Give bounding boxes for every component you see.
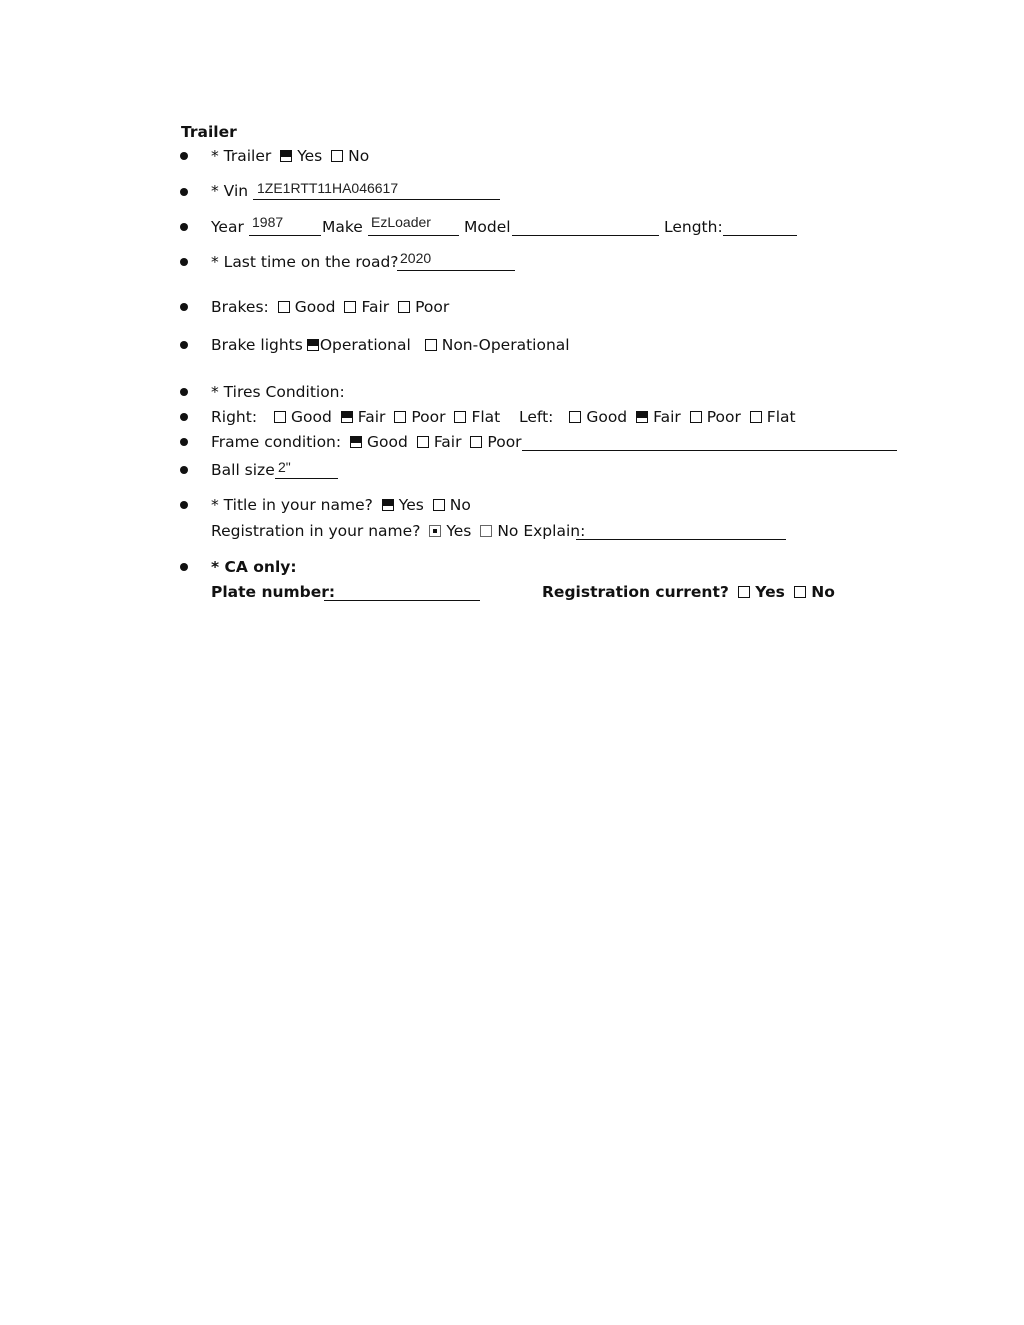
tires-right-row	[211, 408, 500, 426]
frame-notes-field[interactable]	[522, 450, 897, 451]
left-good-label: Good	[586, 408, 628, 426]
brake-lights-operational-checkbox[interactable]	[307, 339, 319, 351]
frame-good-label: Good	[367, 433, 408, 451]
brakes-fair-label: Fair	[361, 298, 390, 316]
frame-label: Frame condition:	[211, 433, 342, 451]
reg-current-row	[542, 583, 835, 601]
frame-good-checkbox[interactable]	[350, 436, 362, 448]
brake-lights-label: Brake lights	[211, 336, 303, 354]
registration-row	[211, 522, 585, 540]
year-line	[249, 235, 321, 236]
left-good-checkbox[interactable]	[569, 411, 581, 423]
brake-lights-row	[211, 336, 570, 354]
vin-field[interactable]: 1ZE1RTT11HA046617	[257, 180, 399, 196]
bullet	[180, 303, 188, 311]
ca-only-label: * CA only:	[211, 558, 297, 576]
year-field[interactable]: 1987	[252, 214, 284, 230]
plate-number-label: Plate number:	[211, 583, 336, 601]
right-good-label: Good	[290, 408, 332, 426]
length-field[interactable]	[723, 235, 797, 236]
length-label: Length:	[664, 218, 723, 236]
tires-right-label: Right:	[211, 408, 258, 426]
left-flat-checkbox[interactable]	[750, 411, 762, 423]
tires-left-label: Left:	[519, 408, 554, 426]
tires-label: * Tires Condition:	[211, 383, 345, 401]
right-poor-label: Poor	[411, 408, 446, 426]
reg-current-no-label: No	[811, 583, 835, 601]
right-good-checkbox[interactable]	[274, 411, 286, 423]
frame-poor-label: Poor	[487, 433, 522, 451]
reg-current-yes-label: Yes	[755, 583, 785, 601]
bullet	[180, 501, 188, 509]
model-label: Model	[464, 218, 511, 236]
vin-label: * Vin	[211, 182, 249, 200]
bullet	[180, 223, 188, 231]
bullet	[180, 341, 188, 349]
ball-size-field[interactable]: 2"	[278, 459, 291, 475]
bullet	[180, 188, 188, 196]
right-fair-label: Fair	[357, 408, 386, 426]
trailer-no-checkbox[interactable]	[331, 150, 343, 162]
bullet	[180, 152, 188, 160]
frame-fair-label: Fair	[433, 433, 462, 451]
brake-lights-non-operational-checkbox[interactable]	[425, 339, 437, 351]
right-flat-checkbox[interactable]	[454, 411, 466, 423]
title-row	[211, 496, 471, 514]
trailer-no-label: No	[348, 147, 370, 165]
trailer-label: * Trailer	[211, 147, 272, 165]
title-yes-checkbox[interactable]	[382, 499, 394, 511]
right-fair-checkbox[interactable]	[341, 411, 353, 423]
brakes-good-label: Good	[294, 298, 336, 316]
section-title: Trailer	[181, 123, 237, 141]
make-label: Make	[322, 218, 363, 236]
frame-poor-checkbox[interactable]	[470, 436, 482, 448]
make-field[interactable]: EzLoader	[371, 214, 431, 230]
registration-no-checkbox[interactable]	[480, 525, 492, 537]
registration-explain-field[interactable]	[576, 539, 786, 540]
registration-yes-checkbox[interactable]	[429, 525, 441, 537]
reg-current-yes-checkbox[interactable]	[738, 586, 750, 598]
brake-lights-operational-label: Operational	[319, 336, 411, 354]
brakes-good-checkbox[interactable]	[278, 301, 290, 313]
reg-current-label: Registration current?	[542, 583, 729, 601]
bullet	[180, 388, 188, 396]
registration-yes-label: Yes	[446, 522, 472, 540]
last-time-line	[397, 270, 515, 271]
year-label: Year	[211, 218, 244, 236]
bullet	[180, 258, 188, 266]
frame-row	[211, 433, 522, 451]
title-label: * Title in your name?	[211, 496, 373, 514]
brakes-row	[211, 298, 449, 316]
left-flat-label: Flat	[766, 408, 796, 426]
title-no-label: No	[449, 496, 471, 514]
trailer-yes-checkbox[interactable]	[280, 150, 292, 162]
right-poor-checkbox[interactable]	[394, 411, 406, 423]
trailer-row	[211, 147, 369, 165]
vin-line	[253, 199, 500, 200]
registration-label: Registration in your name?	[211, 522, 421, 540]
trailer-yes-label: Yes	[297, 147, 323, 165]
left-poor-label: Poor	[706, 408, 741, 426]
bullet	[180, 413, 188, 421]
brakes-poor-label: Poor	[415, 298, 450, 316]
last-time-label: * Last time on the road?	[211, 253, 399, 271]
bullet	[180, 438, 188, 446]
brakes-fair-checkbox[interactable]	[344, 301, 356, 313]
brake-lights-non-operational-label: Non-Operational	[441, 336, 570, 354]
ball-size-label: Ball size	[211, 461, 275, 479]
title-yes-label: Yes	[398, 496, 424, 514]
brakes-label: Brakes:	[211, 298, 269, 316]
reg-current-no-checkbox[interactable]	[794, 586, 806, 598]
registration-no-label: No	[497, 522, 519, 540]
frame-fair-checkbox[interactable]	[417, 436, 429, 448]
right-flat-label: Flat	[471, 408, 501, 426]
bullet	[180, 563, 188, 571]
tires-left-row	[519, 408, 796, 426]
title-no-checkbox[interactable]	[433, 499, 445, 511]
plate-number-field[interactable]	[324, 600, 480, 601]
left-poor-checkbox[interactable]	[690, 411, 702, 423]
ball-size-line	[275, 478, 338, 479]
left-fair-label: Fair	[653, 408, 681, 426]
bullet	[180, 466, 188, 474]
model-field[interactable]	[512, 235, 659, 236]
registration-explain-label: Explain:	[523, 522, 586, 540]
last-time-field[interactable]: 2020	[400, 250, 432, 266]
left-fair-checkbox[interactable]	[636, 411, 648, 423]
make-line	[368, 235, 459, 236]
brakes-poor-checkbox[interactable]	[398, 301, 410, 313]
